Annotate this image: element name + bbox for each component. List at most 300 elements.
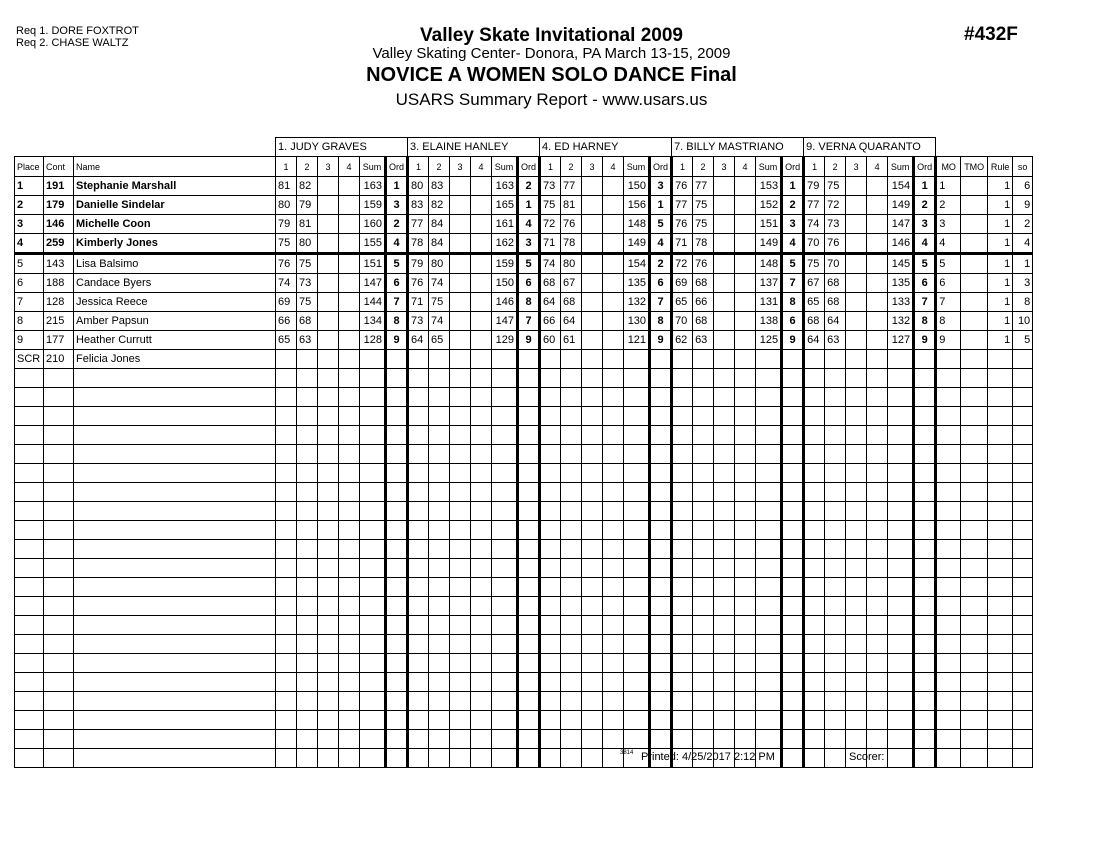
empty xyxy=(561,369,582,388)
empty xyxy=(825,597,846,616)
score-2: 75 xyxy=(693,196,714,215)
score-2: 67 xyxy=(561,274,582,293)
score-3 xyxy=(846,254,867,274)
empty xyxy=(782,464,804,483)
score-3 xyxy=(450,331,471,350)
score-1: 67 xyxy=(804,274,825,293)
empty xyxy=(318,426,339,445)
empty xyxy=(914,578,936,597)
empty xyxy=(888,407,914,426)
empty xyxy=(74,502,276,521)
empty xyxy=(672,369,693,388)
empty xyxy=(360,407,386,426)
empty xyxy=(693,445,714,464)
empty xyxy=(386,426,408,445)
col-sum: Sum xyxy=(492,157,518,177)
empty xyxy=(561,388,582,407)
score-sum xyxy=(624,350,650,369)
score-4 xyxy=(867,293,888,312)
score-4 xyxy=(603,331,624,350)
ordinal: 5 xyxy=(386,254,408,274)
score-2: 61 xyxy=(561,331,582,350)
empty xyxy=(988,502,1013,521)
score-4 xyxy=(735,350,756,369)
score-1: 65 xyxy=(804,293,825,312)
empty xyxy=(825,388,846,407)
empty xyxy=(988,654,1013,673)
empty xyxy=(756,616,782,635)
empty xyxy=(339,749,360,768)
empty xyxy=(360,445,386,464)
score-2: 75 xyxy=(297,254,318,274)
score-4 xyxy=(471,350,492,369)
score-1: 80 xyxy=(408,177,429,196)
empty xyxy=(782,502,804,521)
empty xyxy=(297,445,318,464)
cont-cell: 188 xyxy=(44,274,74,293)
col-so: so xyxy=(1013,157,1033,177)
empty xyxy=(1013,464,1033,483)
empty xyxy=(429,426,450,445)
empty xyxy=(672,616,693,635)
empty xyxy=(318,502,339,521)
empty xyxy=(782,730,804,749)
empty-row xyxy=(15,654,1033,673)
empty xyxy=(804,540,825,559)
empty xyxy=(15,540,44,559)
empty xyxy=(386,692,408,711)
empty xyxy=(714,426,735,445)
empty xyxy=(339,521,360,540)
empty xyxy=(650,654,672,673)
score-3 xyxy=(714,350,735,369)
col-ord: Ord xyxy=(914,157,936,177)
empty xyxy=(276,540,297,559)
score-2: 66 xyxy=(693,293,714,312)
empty xyxy=(492,502,518,521)
score-4 xyxy=(735,196,756,215)
score-1: 73 xyxy=(540,177,561,196)
score-sum: 148 xyxy=(624,215,650,234)
empty xyxy=(846,597,867,616)
empty xyxy=(756,407,782,426)
score-3 xyxy=(714,234,735,254)
empty xyxy=(846,654,867,673)
empty xyxy=(756,597,782,616)
score-1: 66 xyxy=(540,312,561,331)
empty xyxy=(914,673,936,692)
score-sum: 125 xyxy=(756,331,782,350)
col-score-2: 2 xyxy=(297,157,318,177)
empty xyxy=(735,483,756,502)
ordinal: 3 xyxy=(914,215,936,234)
empty xyxy=(360,730,386,749)
empty xyxy=(561,692,582,711)
score-4 xyxy=(867,312,888,331)
mo-cell: 3 xyxy=(936,215,961,234)
table-row xyxy=(15,254,1033,274)
rule-cell: 1 xyxy=(988,312,1013,331)
empty xyxy=(650,578,672,597)
empty xyxy=(15,730,44,749)
empty xyxy=(804,616,825,635)
score-4 xyxy=(339,350,360,369)
empty xyxy=(846,369,867,388)
empty xyxy=(318,673,339,692)
ordinal: 4 xyxy=(650,234,672,254)
page-title: Valley Skate Invitational 2009 xyxy=(420,25,683,46)
empty xyxy=(74,749,276,768)
empty xyxy=(782,654,804,673)
empty xyxy=(756,426,782,445)
empty xyxy=(360,654,386,673)
empty xyxy=(825,369,846,388)
empty xyxy=(44,388,74,407)
table-row xyxy=(15,234,1033,254)
empty xyxy=(408,426,429,445)
empty xyxy=(318,521,339,540)
empty xyxy=(318,445,339,464)
empty xyxy=(74,521,276,540)
so-cell: 2 xyxy=(1013,215,1033,234)
score-4 xyxy=(603,215,624,234)
ordinal: 2 xyxy=(782,196,804,215)
empty xyxy=(74,445,276,464)
empty xyxy=(339,673,360,692)
empty xyxy=(582,388,603,407)
report-title: USARS Summary Report - www.usars.us xyxy=(395,90,708,109)
cont-cell: 146 xyxy=(44,215,74,234)
score-2: 63 xyxy=(693,331,714,350)
empty xyxy=(961,502,988,521)
empty xyxy=(782,578,804,597)
empty xyxy=(624,540,650,559)
score-3 xyxy=(318,331,339,350)
score-3 xyxy=(846,215,867,234)
empty xyxy=(492,521,518,540)
venue-line: Valley Skating Center- Donora, PA March 13-15, 2009 xyxy=(372,45,731,62)
score-4 xyxy=(867,196,888,215)
score-sum: 121 xyxy=(624,331,650,350)
cont-cell: 215 xyxy=(44,312,74,331)
empty xyxy=(914,502,936,521)
empty xyxy=(561,426,582,445)
empty xyxy=(888,616,914,635)
empty xyxy=(961,445,988,464)
empty xyxy=(603,673,624,692)
event-title: NOVICE A WOMEN SOLO DANCE Final xyxy=(366,64,737,86)
empty xyxy=(888,521,914,540)
empty xyxy=(276,692,297,711)
score-2: 82 xyxy=(429,196,450,215)
empty xyxy=(44,749,74,768)
empty xyxy=(804,635,825,654)
empty xyxy=(339,692,360,711)
score-3 xyxy=(582,196,603,215)
score-3 xyxy=(582,331,603,350)
empty xyxy=(961,578,988,597)
score-3 xyxy=(846,274,867,293)
empty-row xyxy=(15,483,1033,502)
empty xyxy=(1013,673,1033,692)
empty xyxy=(276,445,297,464)
empty xyxy=(782,388,804,407)
ordinal: 5 xyxy=(914,254,936,274)
empty xyxy=(624,521,650,540)
empty xyxy=(867,483,888,502)
empty xyxy=(936,464,961,483)
col-sum: Sum xyxy=(888,157,914,177)
empty xyxy=(1013,502,1033,521)
empty xyxy=(518,426,540,445)
empty xyxy=(914,521,936,540)
empty xyxy=(408,730,429,749)
empty xyxy=(867,616,888,635)
empty xyxy=(276,711,297,730)
score-sum: 153 xyxy=(756,177,782,196)
ordinal: 3 xyxy=(650,177,672,196)
empty xyxy=(408,445,429,464)
empty xyxy=(74,711,276,730)
score-sum: 147 xyxy=(492,312,518,331)
empty xyxy=(756,673,782,692)
empty xyxy=(825,483,846,502)
empty xyxy=(561,654,582,673)
empty xyxy=(1013,483,1033,502)
empty xyxy=(603,730,624,749)
score-1: 68 xyxy=(804,312,825,331)
empty xyxy=(825,464,846,483)
empty xyxy=(582,711,603,730)
empty xyxy=(1013,730,1033,749)
empty xyxy=(429,388,450,407)
col-score-1: 1 xyxy=(672,157,693,177)
empty xyxy=(650,521,672,540)
empty xyxy=(867,711,888,730)
score-4 xyxy=(471,293,492,312)
empty xyxy=(561,483,582,502)
score-3 xyxy=(714,274,735,293)
empty xyxy=(450,464,471,483)
empty xyxy=(782,559,804,578)
empty xyxy=(44,559,74,578)
empty xyxy=(429,616,450,635)
score-1: 74 xyxy=(540,254,561,274)
empty xyxy=(603,559,624,578)
empty xyxy=(297,464,318,483)
empty xyxy=(756,464,782,483)
table-row xyxy=(15,274,1033,293)
score-2: 74 xyxy=(429,312,450,331)
rule-cell: 1 xyxy=(988,331,1013,350)
empty xyxy=(471,540,492,559)
empty xyxy=(360,673,386,692)
empty xyxy=(714,521,735,540)
score-1: 68 xyxy=(540,274,561,293)
empty xyxy=(297,578,318,597)
score-3 xyxy=(318,274,339,293)
empty xyxy=(936,521,961,540)
empty xyxy=(408,540,429,559)
empty xyxy=(518,578,540,597)
empty xyxy=(450,521,471,540)
empty xyxy=(988,749,1013,768)
score-sum: 146 xyxy=(888,234,914,254)
empty xyxy=(1013,559,1033,578)
empty xyxy=(276,673,297,692)
score-2: 78 xyxy=(693,234,714,254)
empty-row xyxy=(15,616,1033,635)
empty xyxy=(988,521,1013,540)
mo-cell: 6 xyxy=(936,274,961,293)
judge-header: 1. JUDY GRAVES xyxy=(276,138,408,157)
ordinal: 9 xyxy=(650,331,672,350)
empty xyxy=(624,407,650,426)
empty xyxy=(360,426,386,445)
empty xyxy=(650,483,672,502)
empty xyxy=(961,597,988,616)
empty xyxy=(386,635,408,654)
empty xyxy=(735,502,756,521)
empty xyxy=(297,711,318,730)
score-4 xyxy=(471,177,492,196)
empty xyxy=(15,597,44,616)
empty xyxy=(867,521,888,540)
score-1: 65 xyxy=(276,331,297,350)
ordinal: 9 xyxy=(518,331,540,350)
ordinal xyxy=(386,350,408,369)
empty xyxy=(914,483,936,502)
empty xyxy=(936,540,961,559)
empty xyxy=(961,673,988,692)
empty xyxy=(846,692,867,711)
score-4 xyxy=(339,274,360,293)
empty xyxy=(988,578,1013,597)
empty xyxy=(74,464,276,483)
empty xyxy=(297,369,318,388)
empty xyxy=(804,445,825,464)
empty xyxy=(561,749,582,768)
empty xyxy=(15,464,44,483)
skater-name: Michelle Coon xyxy=(74,215,276,234)
judge-header: 7. BILLY MASTRIANO xyxy=(672,138,804,157)
tmo-cell xyxy=(961,234,988,254)
tmo-cell xyxy=(961,293,988,312)
col-score-2: 2 xyxy=(693,157,714,177)
empty xyxy=(518,692,540,711)
empty xyxy=(714,597,735,616)
empty xyxy=(386,464,408,483)
empty xyxy=(714,502,735,521)
empty xyxy=(44,711,74,730)
score-4 xyxy=(603,293,624,312)
empty xyxy=(429,654,450,673)
score-sum: 146 xyxy=(492,293,518,312)
ordinal: 5 xyxy=(518,254,540,274)
empty xyxy=(15,711,44,730)
empty xyxy=(518,388,540,407)
empty xyxy=(961,559,988,578)
score-4 xyxy=(339,312,360,331)
score-1: 81 xyxy=(276,177,297,196)
empty xyxy=(988,730,1013,749)
empty xyxy=(450,692,471,711)
empty xyxy=(450,578,471,597)
empty xyxy=(825,426,846,445)
empty-row xyxy=(15,635,1033,654)
score-1: 76 xyxy=(672,215,693,234)
empty xyxy=(561,673,582,692)
empty xyxy=(936,616,961,635)
score-sum xyxy=(360,350,386,369)
empty xyxy=(988,692,1013,711)
empty xyxy=(804,749,825,768)
empty xyxy=(360,635,386,654)
empty xyxy=(297,521,318,540)
score-1: 77 xyxy=(672,196,693,215)
empty xyxy=(756,388,782,407)
empty xyxy=(825,711,846,730)
empty xyxy=(561,559,582,578)
empty xyxy=(603,578,624,597)
score-sum: 135 xyxy=(888,274,914,293)
empty xyxy=(518,521,540,540)
empty xyxy=(492,426,518,445)
empty xyxy=(492,654,518,673)
mo-cell: 7 xyxy=(936,293,961,312)
score-1: 72 xyxy=(540,215,561,234)
empty-row xyxy=(15,521,1033,540)
empty xyxy=(429,730,450,749)
empty-row xyxy=(15,464,1033,483)
col-sum: Sum xyxy=(360,157,386,177)
score-3 xyxy=(582,234,603,254)
empty xyxy=(561,635,582,654)
empty xyxy=(914,597,936,616)
score-1: 64 xyxy=(540,293,561,312)
empty xyxy=(867,635,888,654)
score-2: 81 xyxy=(561,196,582,215)
empty xyxy=(582,521,603,540)
ordinal: 6 xyxy=(386,274,408,293)
empty xyxy=(318,559,339,578)
empty xyxy=(74,559,276,578)
empty xyxy=(672,445,693,464)
ordinal: 4 xyxy=(386,234,408,254)
score-3 xyxy=(450,274,471,293)
empty xyxy=(276,654,297,673)
empty xyxy=(867,692,888,711)
empty xyxy=(782,426,804,445)
empty xyxy=(582,483,603,502)
empty xyxy=(735,616,756,635)
score-1: 72 xyxy=(672,254,693,274)
empty xyxy=(15,578,44,597)
score-3 xyxy=(450,177,471,196)
col-ord: Ord xyxy=(650,157,672,177)
empty xyxy=(693,521,714,540)
empty xyxy=(846,502,867,521)
empty xyxy=(735,730,756,749)
empty xyxy=(561,464,582,483)
score-sum: 131 xyxy=(756,293,782,312)
empty xyxy=(693,369,714,388)
ordinal: 1 xyxy=(914,177,936,196)
empty xyxy=(693,673,714,692)
empty xyxy=(888,635,914,654)
empty xyxy=(297,426,318,445)
empty xyxy=(1013,521,1033,540)
